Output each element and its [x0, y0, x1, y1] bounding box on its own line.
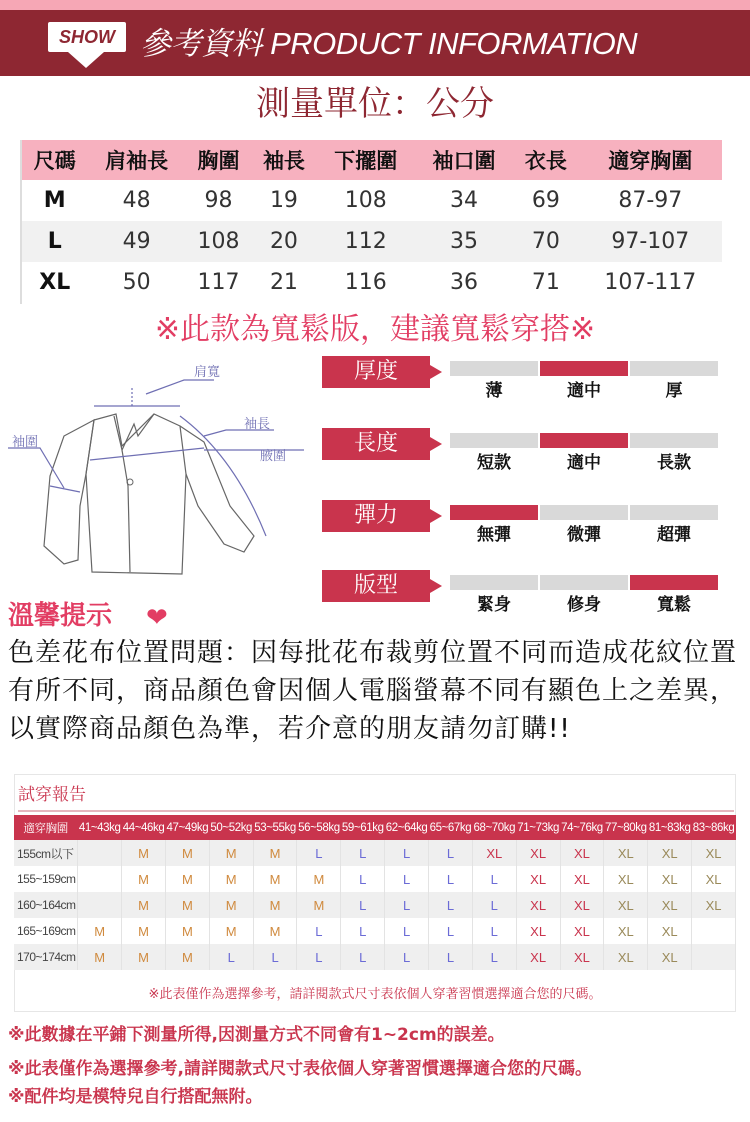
size-value-cell: 21	[251, 262, 316, 303]
size-value-cell: 70	[513, 221, 578, 262]
try-report-footer: ※此表僅作為選擇參考，請詳閱款式尺寸表依個人穿著習慣選擇適合您的尺碼。	[148, 987, 602, 1002]
try-size-cell: L	[297, 944, 341, 970]
try-size-cell: L	[341, 918, 385, 944]
attribute-bar	[450, 433, 538, 448]
try-size-cell: M	[209, 840, 253, 866]
note-reference-only: ※此表僅作為選擇參考,請詳閱款式尺寸表依個人穿著習慣選擇適合您的尺碼。	[8, 1059, 592, 1079]
shoulder-leader-line	[146, 380, 214, 394]
attribute-label: 版型	[322, 570, 430, 602]
try-size-cell: XL	[648, 892, 692, 918]
try-size-cell: M	[122, 918, 166, 944]
try-height-cell: 155cm以下	[14, 840, 78, 866]
size-value-cell: 50	[87, 262, 185, 303]
try-size-cell: L	[209, 944, 253, 970]
header-banner	[0, 10, 750, 76]
try-size-cell: XL	[516, 918, 560, 944]
try-size-cell	[692, 918, 736, 944]
try-size-cell: L	[385, 944, 429, 970]
size-value-cell: 116	[317, 262, 415, 303]
measurement-unit: 測量單位：公分	[256, 84, 494, 124]
try-size-cell: XL	[516, 892, 560, 918]
try-header-cell: 50~52kg	[209, 815, 253, 840]
size-header-cell: 胸圍	[186, 140, 251, 180]
show-arrow-icon	[68, 52, 104, 68]
attribute-bar	[540, 361, 628, 376]
size-value-cell: 87-97	[579, 180, 722, 221]
try-size-cell: M	[297, 892, 341, 918]
try-size-cell: L	[429, 918, 473, 944]
size-table	[22, 140, 722, 303]
size-header-cell: 下擺圍	[317, 140, 415, 180]
try-size-cell: M	[209, 866, 253, 892]
try-size-cell: L	[341, 944, 385, 970]
size-value-cell: 35	[415, 221, 513, 262]
try-size-cell	[78, 892, 122, 918]
try-header-cell: 41~43kg	[78, 815, 122, 840]
try-size-cell: XL	[692, 892, 736, 918]
try-header-cell: 77~80kg	[604, 815, 648, 840]
size-value-cell: 117	[186, 262, 251, 303]
placket-line	[122, 450, 130, 572]
attribute-bar	[630, 505, 718, 520]
try-size-cell: M	[78, 944, 122, 970]
try-size-cell: M	[165, 840, 209, 866]
try-header-cell: 47~49kg	[165, 815, 209, 840]
try-header-cell: 81~83kg	[648, 815, 692, 840]
size-header-cell: 衣長	[513, 140, 578, 180]
cuff-leader-line	[8, 448, 64, 488]
attribute-option: 寬鬆	[657, 595, 691, 615]
size-value-cell: 98	[186, 180, 251, 221]
size-table-row	[22, 221, 722, 262]
try-header-cell: 44~46kg	[122, 815, 166, 840]
size-value-cell: 20	[251, 221, 316, 262]
attribute-option: 薄	[485, 381, 503, 401]
try-size-cell: L	[472, 866, 516, 892]
attribute-bar	[630, 361, 718, 376]
try-size-cell: L	[429, 840, 473, 866]
attribute-bar	[450, 361, 538, 376]
try-size-cell: L	[385, 918, 429, 944]
try-size-cell	[78, 840, 122, 866]
size-header-cell: 肩袖長	[87, 140, 185, 180]
try-size-cell	[692, 944, 736, 970]
size-header-cell: 袖長	[251, 140, 316, 180]
try-report-title: 試穿報告	[18, 785, 86, 805]
attribute-label: 長度	[322, 428, 430, 460]
try-header-row	[14, 815, 736, 840]
try-size-cell: M	[165, 944, 209, 970]
try-header-cell: 71~73kg	[516, 815, 560, 840]
try-table-row	[14, 866, 736, 892]
try-size-cell: M	[253, 918, 297, 944]
attribute-option: 長款	[657, 453, 691, 473]
attribute-option: 厚	[665, 381, 683, 401]
attribute-bar	[450, 575, 538, 590]
try-header-cell: 83~86kg	[692, 815, 736, 840]
attribute-label: 厚度	[322, 356, 430, 388]
size-value-cell: 69	[513, 180, 578, 221]
try-size-cell: L	[429, 892, 473, 918]
try-size-cell: M	[78, 918, 122, 944]
top-stripe	[0, 0, 750, 10]
try-height-cell: 170~174cm	[14, 944, 78, 970]
try-table-row	[14, 840, 736, 866]
left-sleeve-shape	[44, 420, 94, 564]
try-header-cell: 62~64kg	[385, 815, 429, 840]
try-size-cell: XL	[560, 866, 604, 892]
try-size-cell: L	[429, 866, 473, 892]
try-size-cell: M	[122, 892, 166, 918]
size-value-cell: 19	[251, 180, 316, 221]
try-size-cell: M	[253, 866, 297, 892]
attribute-bar	[450, 505, 538, 520]
try-size-cell: L	[472, 892, 516, 918]
try-size-cell: L	[385, 892, 429, 918]
try-size-cell: L	[472, 944, 516, 970]
try-header-cell: 65~67kg	[429, 815, 473, 840]
try-header-cell: 適穿胸圍	[14, 815, 78, 840]
try-header-cell: 56~58kg	[297, 815, 341, 840]
try-header-cell: 59~61kg	[341, 815, 385, 840]
size-value-cell: 112	[317, 221, 415, 262]
try-size-cell: XL	[692, 866, 736, 892]
label-armhole: 腋圍	[260, 449, 287, 464]
size-label-cell: L	[22, 221, 87, 262]
size-value-cell: 49	[87, 221, 185, 262]
try-table-row	[14, 918, 736, 944]
tips-text: 色差花布位置問題：因每批花布裁剪位置不同而造成花紋位置有所不同，商品顏色會因個人電腦螢幕不同有顯色上之差異，以實際商品顏色為準，若介意的朋友請勿訂購!!	[8, 638, 738, 744]
try-size-cell: XL	[560, 840, 604, 866]
try-height-cell: 155~159cm	[14, 866, 78, 892]
try-size-cell: L	[385, 866, 429, 892]
try-size-cell: M	[122, 866, 166, 892]
try-report-table	[14, 815, 736, 970]
try-size-cell	[78, 866, 122, 892]
try-size-cell: XL	[516, 866, 560, 892]
try-size-cell: L	[429, 944, 473, 970]
attribute-option: 適中	[567, 453, 601, 473]
jacket-body-shape	[86, 414, 186, 574]
size-label-cell: M	[22, 180, 87, 221]
try-size-cell: L	[472, 918, 516, 944]
attribute-label: 彈力	[322, 500, 430, 532]
attribute-bar	[540, 433, 628, 448]
note-measure-error: ※此數據在平鋪下測量所得,因測量方式不同會有1~2cm的誤差。	[8, 1025, 505, 1045]
try-size-cell: M	[165, 918, 209, 944]
try-size-cell: M	[209, 918, 253, 944]
try-size-cell: XL	[604, 840, 648, 866]
try-size-cell: XL	[648, 918, 692, 944]
try-height-cell: 165~169cm	[14, 918, 78, 944]
note-accessories: ※配件均是模特兒自行搭配無附。	[8, 1087, 263, 1107]
try-size-cell: XL	[560, 918, 604, 944]
try-size-cell: XL	[648, 944, 692, 970]
size-value-cell: 97-107	[579, 221, 722, 262]
cuff-measure-line	[50, 486, 80, 492]
try-size-cell: M	[209, 892, 253, 918]
try-size-cell: L	[341, 892, 385, 918]
try-size-cell: M	[253, 892, 297, 918]
try-size-cell: XL	[648, 866, 692, 892]
try-size-cell: L	[385, 840, 429, 866]
try-header-cell: 74~76kg	[560, 815, 604, 840]
try-size-cell: M	[122, 840, 166, 866]
attribute-option: 無彈	[477, 525, 511, 545]
tips-title: 溫馨提示	[8, 601, 113, 631]
try-size-cell: XL	[560, 944, 604, 970]
size-value-cell: 107-117	[579, 262, 722, 303]
size-header-cell: 尺碼	[22, 140, 87, 180]
attribute-option: 短款	[477, 453, 511, 473]
jacket-diagram	[4, 356, 316, 588]
size-table-row	[22, 180, 722, 221]
try-size-cell: M	[297, 866, 341, 892]
try-size-cell: XL	[604, 944, 648, 970]
header-title: 參考資料 PRODUCT INFORMATION	[140, 26, 638, 61]
size-label-cell: XL	[22, 262, 87, 303]
try-size-cell: M	[122, 944, 166, 970]
size-value-cell: 36	[415, 262, 513, 303]
try-size-cell: M	[253, 840, 297, 866]
try-table-row	[14, 892, 736, 918]
size-header-cell: 袖口圍	[415, 140, 513, 180]
attribute-bar	[630, 433, 718, 448]
try-size-cell: L	[341, 840, 385, 866]
size-table-row	[22, 262, 722, 303]
heart-icon: ❤	[146, 603, 168, 633]
try-size-cell: L	[341, 866, 385, 892]
try-header-cell: 68~70kg	[472, 815, 516, 840]
try-size-cell: XL	[516, 944, 560, 970]
try-size-cell: L	[297, 840, 341, 866]
size-value-cell: 71	[513, 262, 578, 303]
try-size-cell: XL	[516, 840, 560, 866]
try-size-cell: L	[253, 944, 297, 970]
loose-fit-note: ※此款為寬鬆版，建議寬鬆穿搭※	[154, 312, 596, 347]
size-value-cell: 34	[415, 180, 513, 221]
try-size-cell: M	[165, 892, 209, 918]
try-size-cell: M	[165, 866, 209, 892]
label-shoulder: 肩寬	[194, 365, 221, 380]
try-size-cell: XL	[472, 840, 516, 866]
try-size-cell: XL	[604, 892, 648, 918]
attribute-bar	[630, 575, 718, 590]
attribute-option: 適中	[567, 381, 601, 401]
attribute-option: 超彈	[657, 525, 691, 545]
size-value-cell: 108	[317, 180, 415, 221]
try-size-cell: XL	[560, 892, 604, 918]
try-size-cell: L	[297, 918, 341, 944]
attribute-option: 修身	[567, 595, 601, 615]
size-value-cell: 108	[186, 221, 251, 262]
try-size-cell: XL	[648, 840, 692, 866]
show-tab: SHOW	[48, 22, 126, 52]
try-size-cell: XL	[604, 866, 648, 892]
attribute-option: 微彈	[567, 525, 601, 545]
try-table-row	[14, 944, 736, 970]
try-header-cell: 53~55kg	[253, 815, 297, 840]
size-value-cell: 48	[87, 180, 185, 221]
size-table-header-row	[22, 140, 722, 180]
try-height-cell: 160~164cm	[14, 892, 78, 918]
attribute-option: 緊身	[477, 595, 511, 615]
attribute-bar	[540, 575, 628, 590]
try-size-cell: XL	[692, 840, 736, 866]
attribute-bar	[540, 505, 628, 520]
label-sleeve-length: 袖長	[244, 417, 271, 432]
label-cuff: 袖圍	[12, 435, 39, 450]
armhole-measure-line	[90, 448, 204, 460]
try-report-divider	[18, 810, 734, 812]
try-size-cell: XL	[604, 918, 648, 944]
size-header-cell: 適穿胸圍	[579, 140, 722, 180]
